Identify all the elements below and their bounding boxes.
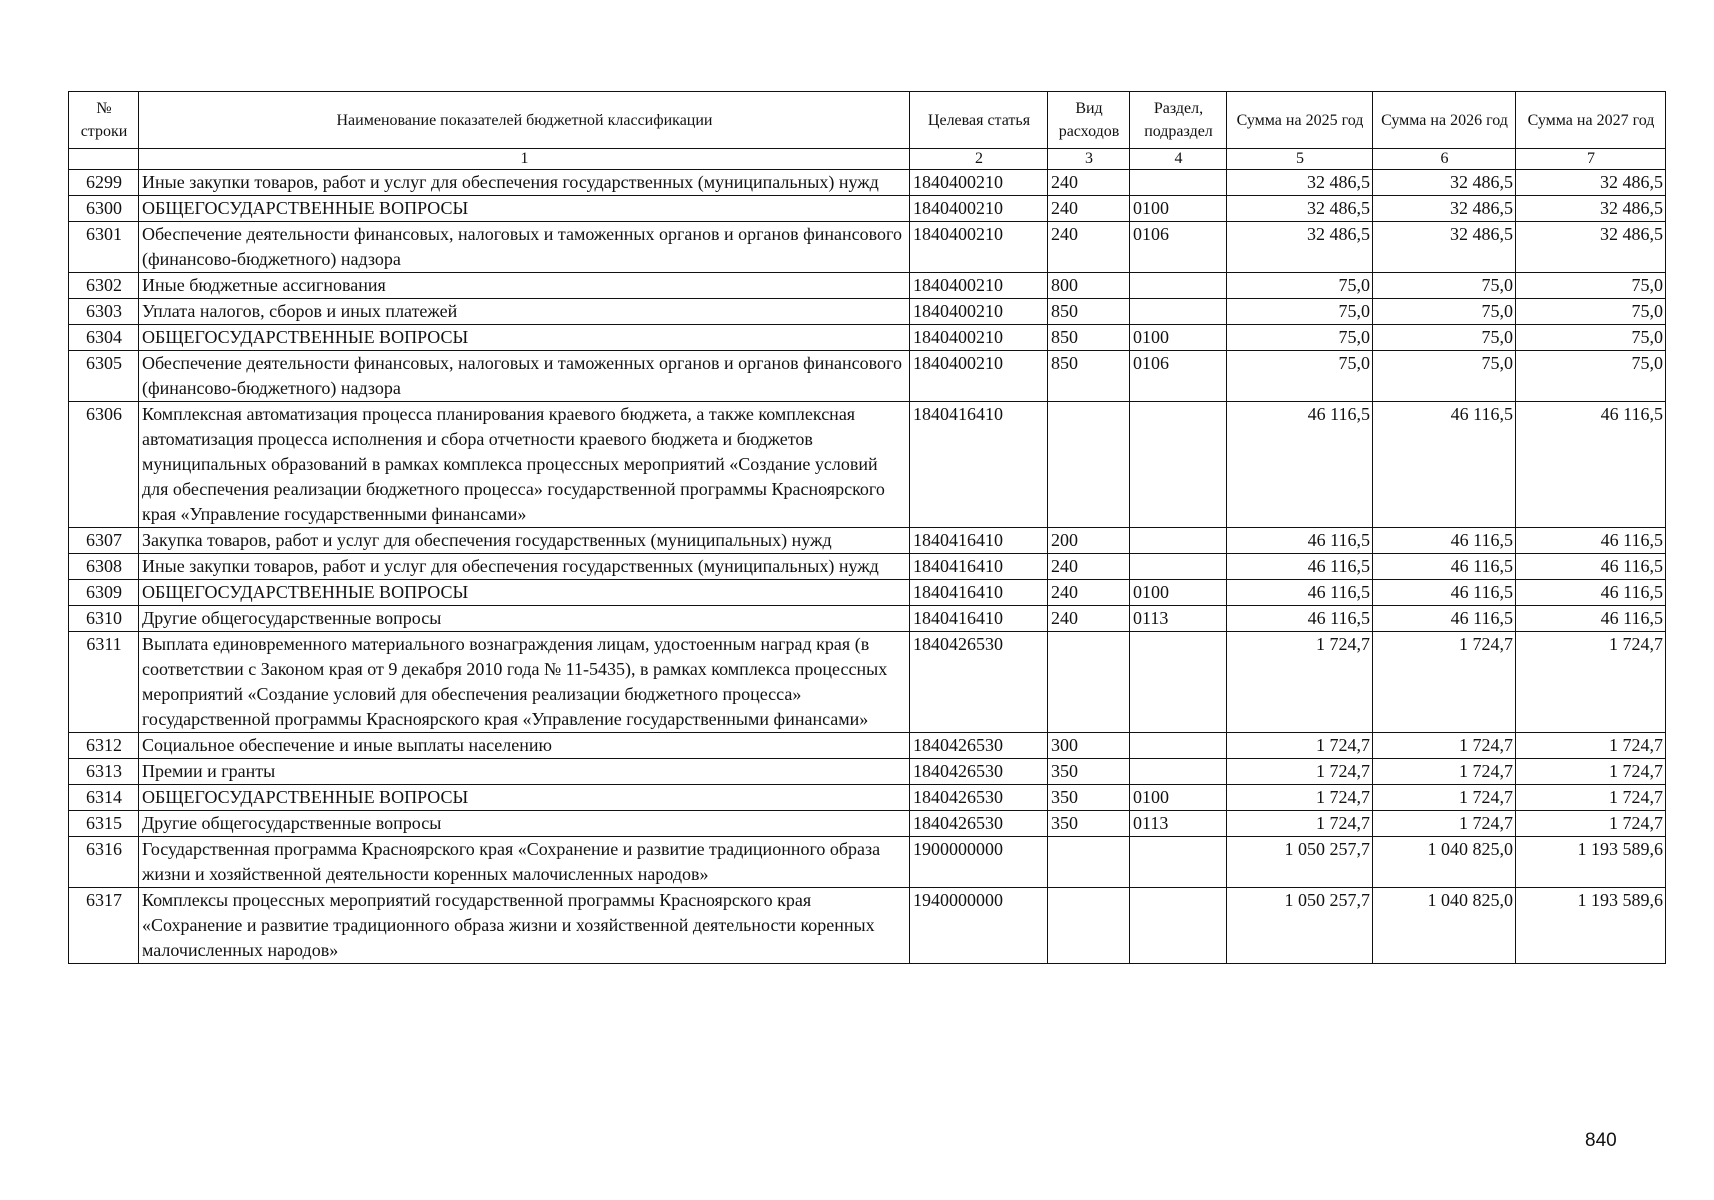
row-sum-2025: 75,0 [1227, 299, 1373, 325]
header-section: Раздел, подраздел [1130, 92, 1227, 149]
table-row [69, 606, 1666, 632]
table-row [69, 273, 1666, 299]
row-sum-2026: 46 116,5 [1373, 528, 1516, 554]
row-section-code [1130, 170, 1227, 196]
row-sum-2025: 32 486,5 [1227, 222, 1373, 273]
row-expense-kind [1048, 632, 1130, 733]
row-expense-kind: 350 [1048, 785, 1130, 811]
row-sum-2026: 75,0 [1373, 351, 1516, 402]
table-row [69, 888, 1666, 964]
row-name: ОБЩЕГОСУДАРСТВЕННЫЕ ВОПРОСЫ [139, 325, 910, 351]
row-number: 6306 [69, 402, 139, 528]
row-name: ОБЩЕГОСУДАРСТВЕННЫЕ ВОПРОСЫ [139, 196, 910, 222]
row-target-code: 1840400210 [910, 351, 1048, 402]
row-sum-2025: 32 486,5 [1227, 170, 1373, 196]
table-row [69, 837, 1666, 888]
row-sum-2027: 1 193 589,6 [1516, 837, 1666, 888]
row-expense-kind: 240 [1048, 222, 1130, 273]
table-body [69, 170, 1666, 964]
row-sum-2026: 46 116,5 [1373, 554, 1516, 580]
row-name: Обеспечение деятельности финансовых, налоговых и таможенных органов и органов финансового (финансово-бюджетного) надзора [139, 351, 910, 402]
row-name: Обеспечение деятельности финансовых, налоговых и таможенных органов и органов финансового (финансово-бюджетного) надзора [139, 222, 910, 273]
table-row [69, 299, 1666, 325]
header-name: Наименование показателей бюджетной классификации [139, 92, 910, 149]
column-number: 7 [1516, 149, 1666, 170]
row-expense-kind: 300 [1048, 733, 1130, 759]
row-sum-2026: 1 724,7 [1373, 759, 1516, 785]
row-sum-2027: 1 724,7 [1516, 632, 1666, 733]
row-sum-2026: 75,0 [1373, 299, 1516, 325]
column-number: 4 [1130, 149, 1227, 170]
column-number: 3 [1048, 149, 1130, 170]
row-name: ОБЩЕГОСУДАРСТВЕННЫЕ ВОПРОСЫ [139, 785, 910, 811]
row-target-code: 1840426530 [910, 811, 1048, 837]
row-number: 6307 [69, 528, 139, 554]
row-number: 6313 [69, 759, 139, 785]
row-number: 6311 [69, 632, 139, 733]
row-target-code: 1840416410 [910, 580, 1048, 606]
row-sum-2027: 1 724,7 [1516, 733, 1666, 759]
row-sum-2026: 46 116,5 [1373, 580, 1516, 606]
row-sum-2027: 1 724,7 [1516, 785, 1666, 811]
row-sum-2025: 75,0 [1227, 273, 1373, 299]
row-sum-2026: 1 724,7 [1373, 632, 1516, 733]
row-expense-kind: 240 [1048, 170, 1130, 196]
row-sum-2027: 46 116,5 [1516, 580, 1666, 606]
row-target-code: 1840426530 [910, 632, 1048, 733]
row-name: Уплата налогов, сборов и иных платежей [139, 299, 910, 325]
row-expense-kind: 240 [1048, 580, 1130, 606]
table-row [69, 632, 1666, 733]
row-sum-2027: 46 116,5 [1516, 606, 1666, 632]
table-row [69, 402, 1666, 528]
row-sum-2025: 32 486,5 [1227, 196, 1373, 222]
page-number: 840 [1585, 1130, 1617, 1151]
table-row [69, 580, 1666, 606]
row-sum-2026: 1 724,7 [1373, 811, 1516, 837]
table-row [69, 733, 1666, 759]
row-target-code: 1840400210 [910, 273, 1048, 299]
row-expense-kind: 850 [1048, 325, 1130, 351]
row-section-code: 0113 [1130, 606, 1227, 632]
row-target-code: 1840416410 [910, 554, 1048, 580]
row-name: Другие общегосударственные вопросы [139, 811, 910, 837]
row-section-code: 0106 [1130, 351, 1227, 402]
row-expense-kind: 350 [1048, 811, 1130, 837]
row-sum-2025: 46 116,5 [1227, 528, 1373, 554]
row-sum-2025: 1 050 257,7 [1227, 888, 1373, 964]
row-expense-kind: 200 [1048, 528, 1130, 554]
row-target-code: 1940000000 [910, 888, 1048, 964]
row-sum-2027: 75,0 [1516, 299, 1666, 325]
row-sum-2026: 32 486,5 [1373, 196, 1516, 222]
table-row [69, 785, 1666, 811]
row-section-code [1130, 554, 1227, 580]
row-target-code: 1840416410 [910, 402, 1048, 528]
row-section-code [1130, 888, 1227, 964]
row-target-code: 1840426530 [910, 733, 1048, 759]
row-number: 6314 [69, 785, 139, 811]
row-expense-kind [1048, 888, 1130, 964]
row-name: Комплексы процессных мероприятий государственной программы Красноярского края «Сохранение и развитие традиционного образа жизни и хозяйственной деятельности коренных малочисленных народов» [139, 888, 910, 964]
row-section-code: 0106 [1130, 222, 1227, 273]
table-row [69, 351, 1666, 402]
table-row [69, 554, 1666, 580]
row-expense-kind: 240 [1048, 554, 1130, 580]
row-sum-2026: 75,0 [1373, 325, 1516, 351]
row-section-code [1130, 759, 1227, 785]
row-name: Выплата единовременного материального вознаграждения лицам, удостоенным наград края (в соответствии с Законом края от 9 декабря 2010 года № 11-5435), в рамках комплекса процессных мероприятий «Создание условий для обеспечения реализации бюджетного процесса» государственной программы Красноярского края «Управление государственными финансами» [139, 632, 910, 733]
row-name: Закупка товаров, работ и услуг для обеспечения государственных (муниципальных) нужд [139, 528, 910, 554]
row-number: 6308 [69, 554, 139, 580]
column-number: 5 [1227, 149, 1373, 170]
row-sum-2025: 1 724,7 [1227, 759, 1373, 785]
row-number: 6315 [69, 811, 139, 837]
row-expense-kind: 240 [1048, 606, 1130, 632]
row-sum-2025: 46 116,5 [1227, 402, 1373, 528]
row-expense-kind [1048, 402, 1130, 528]
row-expense-kind: 800 [1048, 273, 1130, 299]
row-sum-2025: 46 116,5 [1227, 554, 1373, 580]
column-number: 1 [139, 149, 910, 170]
table-row [69, 222, 1666, 273]
row-expense-kind [1048, 837, 1130, 888]
row-section-code [1130, 402, 1227, 528]
row-expense-kind: 850 [1048, 351, 1130, 402]
row-name: Премии и гранты [139, 759, 910, 785]
row-target-code: 1840400210 [910, 170, 1048, 196]
row-section-code [1130, 528, 1227, 554]
row-sum-2025: 75,0 [1227, 325, 1373, 351]
row-section-code [1130, 632, 1227, 733]
budget-table [68, 91, 1666, 964]
table-row [69, 528, 1666, 554]
table-row [69, 170, 1666, 196]
row-section-code: 0100 [1130, 580, 1227, 606]
row-expense-kind: 240 [1048, 196, 1130, 222]
row-sum-2026: 75,0 [1373, 273, 1516, 299]
row-target-code: 1840400210 [910, 325, 1048, 351]
row-number: 6304 [69, 325, 139, 351]
row-section-code [1130, 299, 1227, 325]
row-sum-2027: 1 193 589,6 [1516, 888, 1666, 964]
row-sum-2027: 32 486,5 [1516, 196, 1666, 222]
row-name: ОБЩЕГОСУДАРСТВЕННЫЕ ВОПРОСЫ [139, 580, 910, 606]
column-number: 6 [1373, 149, 1516, 170]
row-number: 6301 [69, 222, 139, 273]
row-sum-2026: 46 116,5 [1373, 402, 1516, 528]
row-sum-2025: 1 724,7 [1227, 811, 1373, 837]
row-sum-2025: 1 724,7 [1227, 632, 1373, 733]
row-sum-2026: 46 116,5 [1373, 606, 1516, 632]
header-sum-2026: Сумма на 2026 год [1373, 92, 1516, 149]
row-sum-2026: 1 724,7 [1373, 733, 1516, 759]
row-target-code: 1840400210 [910, 196, 1048, 222]
row-name: Иные закупки товаров, работ и услуг для обеспечения государственных (муниципальных) нужд [139, 554, 910, 580]
row-section-code: 0100 [1130, 785, 1227, 811]
row-sum-2026: 1 724,7 [1373, 785, 1516, 811]
column-number: 2 [910, 149, 1048, 170]
column-number [69, 149, 139, 170]
row-target-code: 1840400210 [910, 299, 1048, 325]
row-target-code: 1840426530 [910, 759, 1048, 785]
row-name: Иные закупки товаров, работ и услуг для обеспечения государственных (муниципальных) нужд [139, 170, 910, 196]
row-sum-2025: 46 116,5 [1227, 580, 1373, 606]
row-number: 6316 [69, 837, 139, 888]
row-sum-2026: 1 040 825,0 [1373, 888, 1516, 964]
row-number: 6305 [69, 351, 139, 402]
row-name: Другие общегосударственные вопросы [139, 606, 910, 632]
row-name: Иные бюджетные ассигнования [139, 273, 910, 299]
row-sum-2025: 1 724,7 [1227, 733, 1373, 759]
row-expense-kind: 350 [1048, 759, 1130, 785]
table-row [69, 196, 1666, 222]
header-row-no: № строки [69, 92, 139, 149]
row-name: Социальное обеспечение и иные выплаты населению [139, 733, 910, 759]
row-sum-2027: 32 486,5 [1516, 222, 1666, 273]
table-row [69, 325, 1666, 351]
row-sum-2027: 46 116,5 [1516, 554, 1666, 580]
row-section-code: 0100 [1130, 196, 1227, 222]
row-target-code: 1840416410 [910, 606, 1048, 632]
header-sum-2025: Сумма на 2025 год [1227, 92, 1373, 149]
row-sum-2027: 46 116,5 [1516, 402, 1666, 528]
row-sum-2027: 75,0 [1516, 325, 1666, 351]
row-section-code [1130, 733, 1227, 759]
row-number: 6300 [69, 196, 139, 222]
row-sum-2027: 32 486,5 [1516, 170, 1666, 196]
row-section-code: 0113 [1130, 811, 1227, 837]
header-sum-2027: Сумма на 2027 год [1516, 92, 1666, 149]
row-section-code [1130, 273, 1227, 299]
table-row [69, 759, 1666, 785]
header-target: Целевая статья [910, 92, 1048, 149]
header-row [69, 92, 1666, 149]
row-sum-2027: 75,0 [1516, 273, 1666, 299]
row-number: 6312 [69, 733, 139, 759]
row-expense-kind: 850 [1048, 299, 1130, 325]
row-name: Комплексная автоматизация процесса планирования краевого бюджета, а также комплексная автоматизация процесса исполнения и сбора отчетности краевого бюджета и бюджетов муниципальных образований в рамках комплекса процессных мероприятий «Создание условий для обеспечения реализации бюджетного процесса» государственной программы Красноярского края «Управление государственными финансами» [139, 402, 910, 528]
row-name: Государственная программа Красноярского края «Сохранение и развитие традиционного образа жизни и хозяйственной деятельности коренных малочисленных народов» [139, 837, 910, 888]
row-sum-2027: 46 116,5 [1516, 528, 1666, 554]
row-section-code [1130, 837, 1227, 888]
header-kind: Вид расходов [1048, 92, 1130, 149]
row-target-code: 1900000000 [910, 837, 1048, 888]
column-number-row [69, 149, 1666, 170]
row-target-code: 1840400210 [910, 222, 1048, 273]
row-sum-2025: 1 724,7 [1227, 785, 1373, 811]
row-target-code: 1840416410 [910, 528, 1048, 554]
row-number: 6309 [69, 580, 139, 606]
row-sum-2025: 46 116,5 [1227, 606, 1373, 632]
row-sum-2027: 75,0 [1516, 351, 1666, 402]
row-sum-2025: 1 050 257,7 [1227, 837, 1373, 888]
row-sum-2026: 1 040 825,0 [1373, 837, 1516, 888]
row-number: 6299 [69, 170, 139, 196]
row-sum-2025: 75,0 [1227, 351, 1373, 402]
row-sum-2026: 32 486,5 [1373, 222, 1516, 273]
row-number: 6317 [69, 888, 139, 964]
row-number: 6303 [69, 299, 139, 325]
table-row [69, 811, 1666, 837]
row-number: 6302 [69, 273, 139, 299]
row-target-code: 1840426530 [910, 785, 1048, 811]
row-sum-2027: 1 724,7 [1516, 759, 1666, 785]
row-section-code: 0100 [1130, 325, 1227, 351]
row-sum-2026: 32 486,5 [1373, 170, 1516, 196]
row-number: 6310 [69, 606, 139, 632]
row-sum-2027: 1 724,7 [1516, 811, 1666, 837]
